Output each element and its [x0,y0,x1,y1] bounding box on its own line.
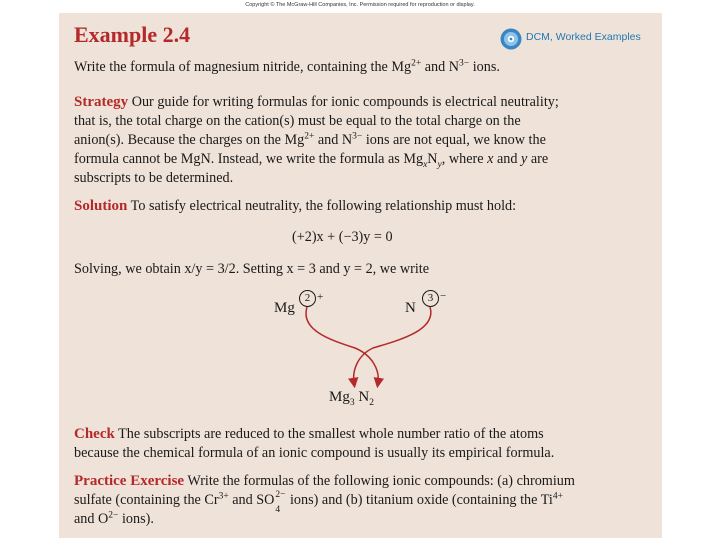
strategy-line-4: formula cannot be MgN. Instead, we write the formula as $Mg_xN_y$, where x and y are [74,151,549,170]
solution-line-2: Solving, we obtain x/y = 3/2. Setting x = 3 and y = 2, we write [74,261,430,277]
check-line-1: Check The subscripts are reduced to the smallest whole number ratio of the atoms [74,426,544,442]
solution-heading: Solution [74,198,128,214]
product-formula: $Mg_3$ $N_2$ [329,389,374,408]
cation-charge-sign: + [317,291,324,303]
practice-line-3: and $O^{2-}$ ions). [74,510,154,527]
intro-text: Write the formula of magnesium nitride, containing the $Mg^{2+}$ and $N^{3-}$ ions. [74,58,500,75]
example-title: Example 2.4 [74,22,191,47]
check-heading: Check [74,426,115,442]
cation-symbol: Mg [274,300,295,316]
copyright-notice: Copyright © The McGraw-Hill Companies, Inc. Permission required for reproduction or display. [245,2,475,8]
strategy-line-1: Strategy Our guide for writing formulas for ionic compounds is electrical neutrality; [74,94,559,110]
practice-line-1: Practice Exercise Write the formulas of the following ionic compounds: (a) chromium [74,473,575,489]
practice-line-2: sulfate (containing the $Cr^{3+}$ and SO 2− ions) and (b) titanium oxide (containing the $Ti^{4+}$ [74,490,563,508]
anion-symbol: N [405,300,416,316]
arrow-cation-to-anion [306,307,378,383]
strategy-line-3: anion(s). Because the charges on the $Mg^{2+}$ and $N^{3-}$ ions are not equal, we know the [74,131,546,148]
cation-charge-circle: 2 [299,290,316,307]
practice-heading: Practice Exercise [74,473,185,489]
cd-worked-examples-link[interactable]: DCM, Worked Examples [526,31,641,43]
anion-charge-sign: − [440,290,447,302]
strategy-line-5: subscripts to be determined. [74,170,234,186]
cd-disc-icon [500,28,522,50]
neutrality-equation: (+2)x + (−3)y = 0 [292,229,393,245]
arrow-anion-to-cation [354,307,431,383]
criss-cross-arrows [260,285,460,395]
check-line-2: because the chemical formula of an ionic compound is usually its empirical formula. [74,445,555,461]
solution-line-1: Solution To satisfy electrical neutrality, the following relationship must hold: [74,198,517,214]
strategy-heading: Strategy [74,94,129,110]
anion-charge-circle: 3 [422,290,439,307]
strategy-line-2: that is, the total charge on the cation(s) must be equal to the total charge on the [74,113,521,129]
